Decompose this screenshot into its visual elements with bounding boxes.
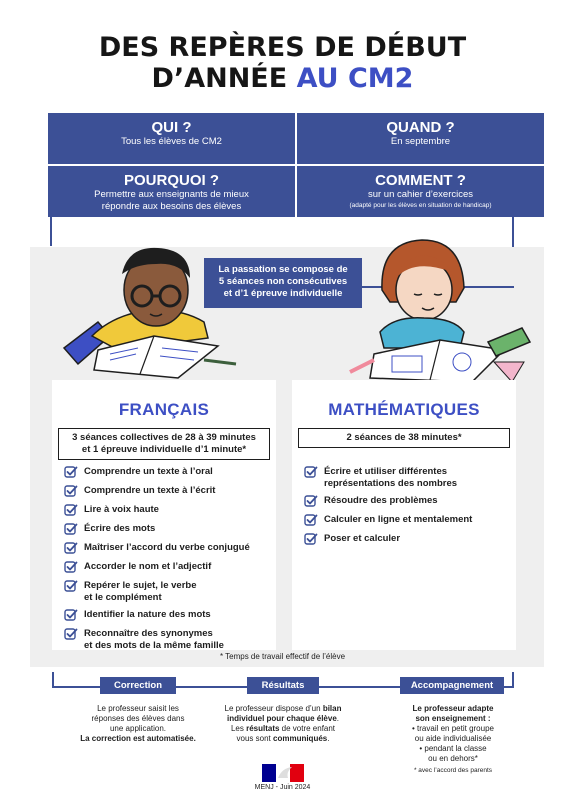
checkbox-checked-icon (64, 484, 78, 498)
list-item-text (84, 542, 250, 554)
list-item-line-2: et des mots de la même famille (84, 639, 224, 651)
list-item (304, 466, 514, 489)
accompagnement-text (388, 704, 518, 776)
info-quand-text: En septembre (390, 136, 451, 147)
checkbox-checked-icon (64, 503, 78, 517)
resultats-label: Résultats (247, 677, 319, 694)
list-item-line-1: Écrire des mots (84, 523, 156, 534)
resultats-line-4 (203, 734, 363, 744)
girl-writing-illustration (344, 232, 534, 384)
list-item (64, 523, 274, 536)
checkbox-checked-icon (64, 627, 78, 641)
correction-line-4: La correction est automatisée. (80, 734, 196, 743)
checkbox-checked-icon (304, 532, 318, 546)
resultats-l4-bold: communiqués (273, 734, 328, 743)
accompagnement-line-1: Le professeur adapte (412, 704, 494, 713)
list-item-line-1: Reconnaître des synonymes (84, 628, 213, 639)
maths-card (292, 380, 516, 650)
title-line-2 (0, 63, 565, 94)
accompagnement-note: * avec l’accord des parents (413, 767, 493, 774)
list-item-line-1: Écrire et utiliser différentes (324, 466, 448, 477)
info-quand (297, 113, 544, 164)
list-item-text (84, 485, 215, 497)
info-pourquoi-heading: POURQUOI ? (123, 172, 219, 189)
list-item (64, 542, 274, 555)
accompagnement-line-4: ou aide individualisée (414, 734, 492, 743)
page-title (0, 32, 565, 94)
correction-line-2: réponses des élèves dans (91, 714, 185, 723)
info-comment-text: sur un cahier d’exercices (367, 189, 474, 200)
list-item-line-1: Maîtriser l’accord du verbe conjugué (84, 542, 250, 553)
resultats-l3-bold: résultats (246, 724, 280, 733)
checkbox-checked-icon (64, 541, 78, 555)
title-line-1: DES REPÈRES DE DÉBUT (98, 32, 467, 63)
passation-line-2: 5 séances non consécutives (218, 276, 348, 287)
checkbox-checked-icon (64, 522, 78, 536)
francais-title: FRANÇAIS (118, 400, 210, 419)
info-pourquoi-text-2: répondre aux besoins des élèves (101, 201, 242, 212)
footnote: * Temps de travail effectif de l’élève (219, 652, 346, 661)
checkbox-checked-icon (64, 560, 78, 574)
info-qui-text: Tous les élèves de CM2 (121, 136, 222, 147)
resultats-l1-bold: bilan (322, 704, 342, 713)
info-qui-heading: QUI ? (151, 119, 192, 136)
checkbox-checked-icon (304, 494, 318, 508)
accompagnement-line-3: • travail en petit groupe (412, 724, 494, 733)
info-qui (48, 113, 295, 164)
list-item-text (84, 628, 224, 651)
francais-skill-list (64, 466, 274, 657)
list-item-text (84, 523, 155, 535)
maths-skill-list (304, 466, 514, 552)
correction-line-3: une application. (109, 724, 167, 733)
list-item-text (324, 466, 457, 489)
maths-sessions-box (298, 428, 510, 448)
list-item (64, 485, 274, 498)
maths-sessions-line-1: 2 séances de 38 minutes* (346, 432, 462, 443)
resultats-l3-pre: Les (230, 724, 247, 733)
checkbox-checked-icon (304, 513, 318, 527)
list-item-line-1: Comprendre un texte à l’écrit (84, 485, 216, 496)
resultats-text (203, 704, 363, 744)
footer-caption: MENJ - Juin 2024 (254, 784, 311, 791)
info-quand-heading: QUAND ? (386, 119, 455, 136)
francais-sessions-line-2: et 1 épreuve individuelle d’1 minute* (81, 444, 247, 455)
list-item-text (84, 504, 159, 516)
info-pourquoi (48, 166, 295, 217)
checkbox-checked-icon (64, 579, 78, 593)
list-item-text (84, 561, 211, 573)
list-item (304, 533, 514, 546)
info-comment (297, 166, 544, 217)
info-comment-heading: COMMENT ? (375, 172, 466, 189)
checkbox-checked-icon (64, 608, 78, 622)
resultats-line-3 (203, 724, 363, 734)
info-comment-note: (adapté pour les élèves en situation de handicap) (349, 202, 492, 209)
list-item (64, 466, 274, 479)
resultats-l2-bold: individuel pour chaque élève (226, 714, 337, 723)
passation-line-3: et d’1 épreuve individuelle (223, 288, 343, 299)
list-item (64, 504, 274, 517)
resultats-line-2 (203, 714, 363, 724)
resultats-l1-pre: Le professeur dispose d’un (224, 704, 323, 713)
title-line-2-accent: AU CM2 (296, 63, 414, 94)
passation-line-1: La passation se compose de (218, 264, 348, 275)
list-item-line-1: Accorder le nom et l’adjectif (84, 561, 212, 572)
list-item-text (324, 514, 472, 526)
resultats-l3-post: de votre enfant (279, 724, 336, 733)
list-item-text (84, 580, 196, 603)
maths-title: MATHÉMATIQUES (328, 400, 480, 419)
francais-sessions-box (58, 428, 270, 460)
list-item-line-1: Comprendre un texte à l’oral (84, 466, 213, 477)
list-item (64, 609, 274, 622)
list-item-line-1: Identifier la nature des mots (84, 609, 211, 620)
resultats-l4-post: . (327, 734, 330, 743)
list-item-line-1: Résoudre des problèmes (324, 495, 438, 506)
list-item-text (84, 609, 211, 621)
accompagnement-label: Accompagnement (400, 677, 504, 694)
correction-label: Correction (100, 677, 176, 694)
checkbox-checked-icon (304, 465, 318, 479)
correction-text (60, 704, 216, 744)
title-line-2-prefix: D’ANNÉE (151, 63, 288, 94)
list-item-text (324, 495, 438, 507)
passation-box (204, 258, 362, 308)
info-pourquoi-text-1: Permettre aux enseignants de mieux (94, 189, 249, 200)
list-item-line-2: et le complément (84, 591, 162, 603)
list-item-line-1: Repérer le sujet, le verbe (84, 580, 197, 591)
resultats-l2-post: . (336, 714, 340, 723)
info-grid (48, 113, 544, 217)
francais-card (52, 380, 276, 650)
accompagnement-line-5: • pendant la classe (419, 744, 487, 753)
correction-line-1: Le professeur saisit les (97, 704, 179, 713)
list-item (64, 628, 274, 651)
list-item (64, 561, 274, 574)
list-item-text (324, 533, 400, 545)
accompagnement-line-6: ou en dehors* (428, 754, 478, 763)
list-item-line-2: représentations des nombres (324, 477, 458, 489)
list-item (304, 495, 514, 508)
list-item-line-1: Calculer en ligne et mentalement (324, 514, 473, 525)
list-item-text (84, 466, 213, 478)
list-item (64, 580, 274, 603)
checkbox-checked-icon (64, 465, 78, 479)
francais-sessions-line-1: 3 séances collectives de 28 à 39 minutes (72, 432, 256, 443)
resultats-l4-pre: vous sont (236, 734, 273, 743)
frame-line-left (50, 216, 52, 246)
resultats-line-1 (203, 704, 363, 714)
list-item (304, 514, 514, 527)
list-item-line-1: Lire à voix haute (84, 504, 159, 515)
accompagnement-line-2: son enseignement : (415, 714, 491, 723)
list-item-line-1: Poser et calculer (324, 533, 401, 544)
republique-francaise-logo (262, 764, 304, 782)
